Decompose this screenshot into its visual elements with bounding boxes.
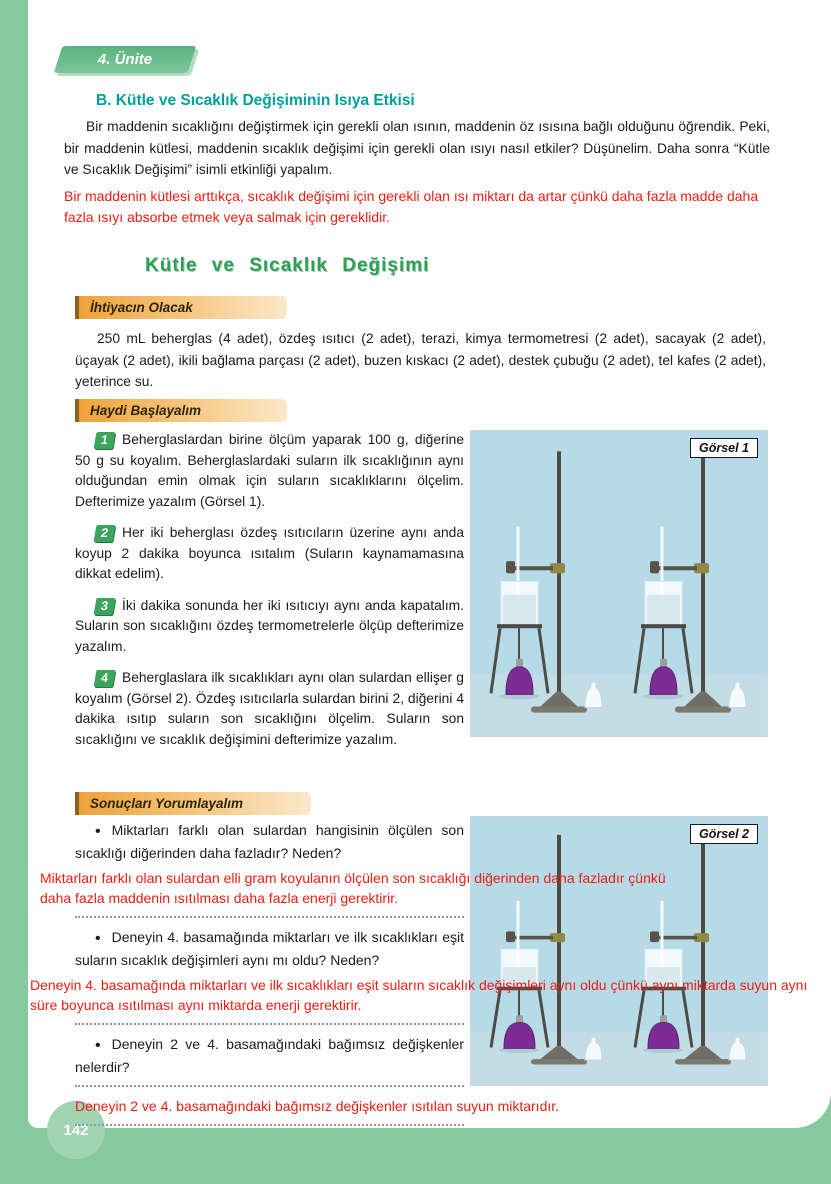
intro-block — [64, 116, 770, 229]
results-column — [30, 820, 814, 1135]
answer-dotted-line — [75, 1122, 464, 1126]
step-text: Beherglaslardan birine ölçüm yaparak 100 g, diğerine 50 g su koyalım. Beherglaslardaki suların ilk sıcaklığının aynı olduğundan emin olmak için suların sıcaklıklarını ölçelim. Defterimize yazalım (Görsel 1). — [75, 432, 464, 509]
step-item — [75, 523, 464, 585]
step-item — [75, 596, 464, 658]
steps-column — [75, 430, 464, 761]
question-item — [75, 820, 464, 863]
step-number-badge: 2 — [94, 525, 116, 542]
unit-ribbon — [54, 46, 197, 73]
step-text: İki dakika sonunda her iki ısıtıcıyı aynı anda kapatalım. Suların son sıcaklığını özdeş termometrelerle ölçüp defterimize yazalım. — [75, 597, 464, 654]
step-number-badge: 4 — [94, 670, 116, 687]
page-number: 142 — [63, 1121, 89, 1139]
start-header-label: Haydi Başlayalım — [90, 403, 202, 418]
figure-label: Görsel 2 — [690, 824, 758, 844]
intro-paragraph: Bir maddenin sıcaklığını değiştirmek için gerekli olan ısının, maddenin öz ısısına bağlı olduğunu öğrendik. Peki, bir maddenin kütlesi, maddenin sıcaklık değişimi için gerekli olan ısıyı nasıl etkiler? Düşünelim. Daha sonra “Kütle ve Sıcaklık Değişimi” isimli etkinliği yapalım. — [64, 119, 770, 177]
bullet-icon: • — [95, 930, 101, 947]
step-text: Beherglaslara ilk sıcaklıkları aynı olan sulardan ellişer g koyalım (Görsel 2). Özdeş ısıtıcılarla sulardan birini 2, diğerini 4 dakika ısıtıp suların son sıcaklığını ölçelim. Suların son sıcaklığını ve sıcaklık değişimini defterimize yazalım. — [75, 670, 464, 747]
start-header-bar — [75, 399, 287, 422]
question-item — [75, 1034, 464, 1077]
unit-badge-label: 4. Ünite — [97, 51, 153, 68]
figure-label: Görsel 1 — [690, 438, 758, 458]
question-item — [75, 927, 464, 970]
bullet-icon: • — [95, 823, 101, 840]
question-text: Deneyin 4. basamağında miktarları ve ilk sıcaklıkları eşit suların sıcaklık değişimleri aynı mı oldu? Neden? — [75, 929, 464, 968]
answer-dotted-line — [75, 1021, 464, 1025]
step-text: Her iki beherglası özdeş ısıtıcıların üzerine aynı anda koyup 2 dakika boyunca ısıtalım (Suların kaynamamasına dikkat edelim). — [75, 525, 464, 581]
handwritten-answer: Deneyin 4. basamağında miktarları ve ilk sıcaklıkları eşit suların sıcaklık değişimleri aynı oldu çünkü aynı miktarda suyun aynı süre boyunca ısıtılması aynı miktarda enerji gerektirir. — [30, 977, 808, 1013]
step-number-badge: 3 — [94, 598, 116, 615]
question-text: Miktarları farklı olan sulardan hangisinin ölçülen son sıcaklığı diğerinden daha fazladır? Neden? — [75, 822, 464, 861]
handwritten-answer: Miktarları farklı olan sulardan elli gram koyulanın ölçülen son sıcaklığı diğerinden daha fazladır çünkü daha fazla maddenin ısıtılması daha fazla enerji gerektirir. — [40, 870, 666, 906]
lab-apparatus-illustration — [471, 431, 767, 736]
answer-dotted-line — [75, 1083, 464, 1087]
materials-paragraph: 250 mL beherglas (4 adet), özdeş ısıtıcı (2 adet), terazi, kimya termometresi (2 adet), sacayak (2 adet), üçayak (2 adet), ikili bağlama parçası (2 adet), buzen kıskacı (2 adet), destek çubuğu (2 adet), tel kafes (2 adet), yeterince su. — [75, 331, 766, 389]
figure-1 — [470, 430, 768, 737]
step-item — [75, 430, 464, 512]
needs-header-label: İhtiyacın Olacak — [90, 300, 193, 315]
intro-handwritten-answer: Bir maddenin kütlesi arttıkça, sıcaklık değişimi için gerekli olan ısı miktarı da artar çünkü daha fazla madde daha fazla ısıyı absorbe etmek veya salmak için gereklidir. — [64, 187, 759, 225]
step-number-badge: 1 — [94, 432, 116, 449]
question-text: Deneyin 2 ve 4. basamağındaki bağımsız değişkenler nelerdir? — [75, 1036, 464, 1075]
section-heading: B. Kütle ve Sıcaklık Değişiminin Isıya Etkisi — [96, 92, 415, 109]
bullet-icon: • — [95, 1037, 101, 1054]
results-header-bar — [75, 792, 311, 815]
step-item — [75, 668, 464, 750]
handwritten-answer: Deneyin 2 ve 4. basamağındaki bağımsız değişkenler ısıtılan suyun miktarıdır. — [75, 1098, 560, 1114]
results-header-label: Sonuçları Yorumlayalım — [90, 796, 244, 811]
activity-title: Kütle ve Sıcaklık Değişimi — [145, 255, 430, 276]
answer-dotted-line — [75, 914, 464, 918]
needs-header-bar — [75, 296, 287, 319]
materials-block — [75, 328, 766, 393]
